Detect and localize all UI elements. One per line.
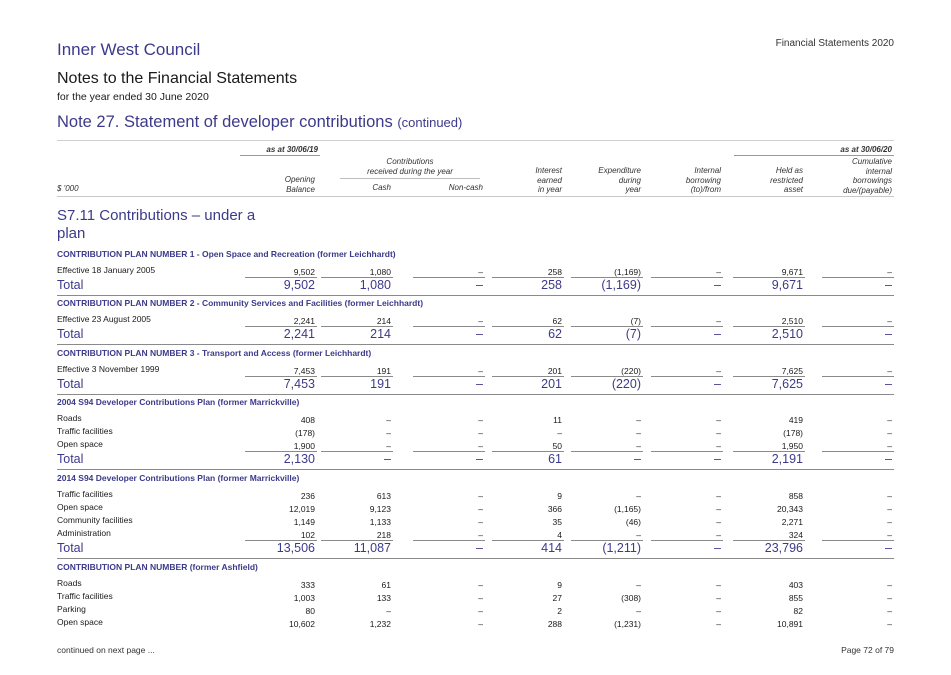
total-cell: –	[885, 377, 892, 391]
total-cell: –	[885, 278, 892, 292]
table-cell: –	[636, 580, 641, 590]
table-cell: 858	[788, 491, 803, 501]
table-cell: 7,625	[781, 366, 803, 376]
total-cell: (7)	[625, 327, 641, 341]
total-cell: 7,453	[283, 377, 315, 391]
note-continued: (continued)	[397, 115, 463, 130]
total-bottom-rule	[57, 394, 894, 395]
table-cell: 1,950	[781, 441, 803, 451]
table-cell: 419	[788, 415, 803, 425]
total-label: Total	[57, 452, 84, 466]
col-opening: Opening Balance	[284, 175, 315, 194]
row-label: Effective 23 August 2005	[57, 314, 151, 324]
table-cell: 1,232	[369, 619, 391, 629]
table-cell: 50	[552, 441, 562, 451]
table-cell: 1,900	[293, 441, 315, 451]
as-at-closing: as at 30/06/20	[840, 145, 892, 154]
total-cell: –	[714, 452, 721, 466]
table-cell: –	[636, 441, 641, 451]
table-cell: 2	[557, 606, 562, 616]
table-cell: 35	[552, 517, 562, 527]
table-cell: –	[887, 530, 892, 540]
total-bottom-rule	[57, 344, 894, 345]
table-cell: 1,149	[293, 517, 315, 527]
note-heading	[57, 113, 462, 132]
table-cell: (7)	[630, 316, 641, 326]
table-cell: 10,602	[289, 619, 315, 629]
total-cell: –	[476, 541, 483, 555]
table-cell: (46)	[625, 517, 641, 527]
table-cell: –	[386, 415, 391, 425]
table-cell: 366	[547, 504, 562, 514]
row-label: Open space	[57, 617, 103, 627]
total-cell: –	[476, 377, 483, 391]
table-cell: 218	[376, 530, 391, 540]
table-cell: –	[716, 606, 721, 616]
total-bottom-rule	[57, 295, 894, 296]
table-cell: –	[887, 316, 892, 326]
total-cell: 13,506	[276, 541, 315, 555]
table-cell: 191	[376, 366, 391, 376]
table-cell: –	[478, 441, 483, 451]
table-cell: –	[478, 580, 483, 590]
total-cell: –	[714, 278, 721, 292]
table-cell: –	[716, 504, 721, 514]
col-expenditure: Expenditure during year	[598, 166, 641, 194]
table-cell: –	[478, 415, 483, 425]
total-label: Total	[57, 278, 84, 292]
plan-title: 2014 S94 Developer Contributions Plan (former Marrickville)	[57, 473, 300, 483]
table-cell: 2,510	[781, 316, 803, 326]
table-cell: –	[887, 580, 892, 590]
table-cell: –	[478, 316, 483, 326]
table-cell: –	[716, 441, 721, 451]
total-cell: 2,241	[283, 327, 315, 341]
total-cell: 1,080	[359, 278, 391, 292]
total-cell: –	[885, 541, 892, 555]
table-cell: –	[887, 428, 892, 438]
table-cell: –	[478, 428, 483, 438]
table-cell: –	[478, 267, 483, 277]
table-cell: (1,169)	[614, 267, 641, 277]
contributions-rule	[340, 178, 480, 179]
table-cell: 408	[300, 415, 315, 425]
row-label: Administration	[57, 528, 111, 538]
table-cell: 12,019	[289, 504, 315, 514]
table-cell: –	[478, 504, 483, 514]
row-label: Open space	[57, 439, 103, 449]
table-cell: 10,891	[777, 619, 803, 629]
table-cell: 1,133	[369, 517, 391, 527]
table-cell: 1,003	[293, 593, 315, 603]
table-cell: –	[887, 606, 892, 616]
total-cell: 23,796	[764, 541, 803, 555]
table-cell: –	[887, 267, 892, 277]
table-cell: –	[478, 366, 483, 376]
row-label: Effective 3 November 1999	[57, 364, 160, 374]
total-cell: 2,191	[771, 452, 803, 466]
table-cell: 61	[381, 580, 391, 590]
plan-title: CONTRIBUTION PLAN NUMBER 1 - Open Space and Recreation (former Leichhardt)	[57, 249, 396, 259]
table-cell: –	[636, 606, 641, 616]
table-cell: (1,231)	[614, 619, 641, 629]
col-noncash: Non-cash	[448, 183, 483, 192]
table-cell: –	[716, 619, 721, 629]
table-cell: 11	[553, 415, 562, 425]
total-cell: 214	[370, 327, 391, 341]
table-cell: 855	[788, 593, 803, 603]
table-cell: 82	[793, 606, 803, 616]
table-cell: –	[636, 491, 641, 501]
total-cell: 7,625	[771, 377, 803, 391]
table-cell: –	[887, 619, 892, 629]
table-cell: –	[716, 491, 721, 501]
total-label: Total	[57, 327, 84, 341]
plan-title: 2004 S94 Developer Contributions Plan (former Marrickville)	[57, 397, 300, 407]
table-cell: (220)	[621, 366, 641, 376]
plan-title: CONTRIBUTION PLAN NUMBER 3 - Transport and Access (former Leichhardt)	[57, 348, 372, 358]
table-cell: –	[887, 504, 892, 514]
total-cell: 9,671	[771, 278, 803, 292]
total-cell: 191	[370, 377, 391, 391]
row-label: Effective 18 January 2005	[57, 265, 156, 275]
row-label: Roads	[57, 413, 82, 423]
col-contributions: Contributions received during the year	[367, 157, 453, 176]
row-label: Roads	[57, 578, 82, 588]
table-cell: –	[636, 415, 641, 425]
header-rule	[57, 140, 894, 141]
table-cell: –	[887, 491, 892, 501]
col-internal: Internal borrowing (to)/from	[685, 166, 721, 194]
table-cell: 288	[547, 619, 562, 629]
table-cell: 9,123	[369, 504, 391, 514]
total-bottom-rule	[57, 469, 894, 470]
table-cell: –	[887, 593, 892, 603]
table-cell: –	[386, 606, 391, 616]
table-cell: 102	[300, 530, 315, 540]
row-label: Community facilities	[57, 515, 133, 525]
notes-title: Notes to the Financial Statements	[57, 70, 298, 87]
table-cell: 9,502	[293, 267, 315, 277]
total-bottom-rule	[57, 558, 894, 559]
plan-title: CONTRIBUTION PLAN NUMBER 2 - Community Services and Facilities (former Leichhardt)	[57, 298, 424, 308]
table-cell: –	[386, 428, 391, 438]
total-cell: 9,502	[283, 278, 315, 292]
table-cell: (308)	[621, 593, 641, 603]
total-label: Total	[57, 377, 84, 391]
col-cumulative: Cumulative internal borrowings due/(payable)	[843, 157, 892, 195]
table-cell: –	[716, 415, 721, 425]
table-cell: –	[716, 267, 721, 277]
table-cell: –	[887, 441, 892, 451]
total-cell: –	[714, 327, 721, 341]
row-label: Parking	[57, 604, 86, 614]
total-cell: 2,510	[771, 327, 803, 341]
table-cell: 27	[552, 593, 562, 603]
total-cell: –	[714, 377, 721, 391]
total-cell: (1,211)	[602, 541, 641, 555]
total-cell: 414	[541, 541, 562, 555]
page-number: Page 72 of 79	[841, 645, 894, 655]
table-cell: 2,271	[781, 517, 803, 527]
table-cell: –	[478, 593, 483, 603]
total-cell: –	[634, 452, 641, 466]
note-heading-text: Note 27. Statement of developer contributions	[57, 113, 393, 131]
table-cell: 613	[376, 491, 391, 501]
table-cell: –	[716, 366, 721, 376]
table-cell: 324	[788, 530, 803, 540]
table-cell: –	[386, 441, 391, 451]
total-cell: –	[476, 452, 483, 466]
total-cell: 2,130	[283, 452, 315, 466]
table-cell: 4	[557, 530, 562, 540]
row-label: Traffic facilities	[57, 591, 113, 601]
total-cell: –	[714, 541, 721, 555]
as-at-closing-rule	[734, 155, 894, 156]
as-at-opening-rule	[240, 155, 320, 156]
row-label: Traffic facilities	[57, 426, 113, 436]
table-cell: (178)	[783, 428, 803, 438]
total-cell: –	[885, 452, 892, 466]
table-cell: 403	[788, 580, 803, 590]
continued-note: continued on next page ...	[57, 645, 155, 655]
table-cell: –	[636, 428, 641, 438]
table-cell: –	[478, 530, 483, 540]
table-cell: 20,343	[777, 504, 803, 514]
period-subtitle: for the year ended 30 June 2020	[57, 91, 209, 103]
table-cell: 236	[300, 491, 315, 501]
table-cell: –	[716, 517, 721, 527]
row-label: Traffic facilities	[57, 489, 113, 499]
plan-title: CONTRIBUTION PLAN NUMBER (former Ashfield)	[57, 562, 258, 572]
unit-label: $ '000	[57, 184, 79, 193]
table-cell: –	[557, 428, 562, 438]
total-cell: (220)	[611, 377, 641, 391]
total-cell: 258	[541, 278, 562, 292]
table-cell: –	[716, 593, 721, 603]
total-cell: –	[885, 327, 892, 341]
table-cell: –	[887, 415, 892, 425]
table-cell: –	[887, 517, 892, 527]
table-cell: –	[478, 606, 483, 616]
table-cell: 333	[300, 580, 315, 590]
table-cell: 7,453	[293, 366, 315, 376]
table-cell: –	[478, 491, 483, 501]
table-cell: –	[716, 530, 721, 540]
table-cell: 2,241	[293, 316, 315, 326]
table-cell: –	[478, 619, 483, 629]
table-cell: 214	[376, 316, 391, 326]
table-cell: 133	[376, 593, 391, 603]
table-cell: –	[636, 530, 641, 540]
col-cash: Cash	[372, 183, 391, 192]
table-cell: 9,671	[781, 267, 803, 277]
table-cell: –	[716, 580, 721, 590]
table-cell: 80	[305, 606, 315, 616]
as-at-opening: as at 30/06/19	[266, 145, 318, 154]
table-cell: –	[716, 316, 721, 326]
table-cell: –	[716, 428, 721, 438]
col-held: Held as restricted asset	[770, 166, 803, 194]
table-cell: 62	[552, 316, 562, 326]
col-interest: Interest earned in year	[535, 166, 562, 194]
table-cell: –	[887, 366, 892, 376]
total-cell: 62	[548, 327, 562, 341]
total-cell: 61	[548, 452, 562, 466]
council-name: Inner West Council	[57, 40, 201, 59]
table-cell: (1,165)	[614, 504, 641, 514]
table-cell: (178)	[295, 428, 315, 438]
section-title: S7.11 Contributions – under a plan	[57, 207, 256, 242]
table-cell: 258	[547, 267, 562, 277]
report-title: Financial Statements 2020	[775, 38, 894, 49]
row-label: Open space	[57, 502, 103, 512]
total-cell: –	[476, 327, 483, 341]
total-cell: –	[384, 452, 391, 466]
total-cell: 11,087	[353, 541, 391, 555]
table-cell: 1,080	[369, 267, 391, 277]
total-cell: (1,169)	[601, 278, 641, 292]
header-bottom-rule	[57, 196, 894, 197]
table-cell: 201	[547, 366, 562, 376]
total-cell: –	[476, 278, 483, 292]
table-cell: 9	[557, 491, 562, 501]
total-label: Total	[57, 541, 84, 555]
total-cell: 201	[541, 377, 562, 391]
table-cell: –	[478, 517, 483, 527]
table-cell: 9	[557, 580, 562, 590]
